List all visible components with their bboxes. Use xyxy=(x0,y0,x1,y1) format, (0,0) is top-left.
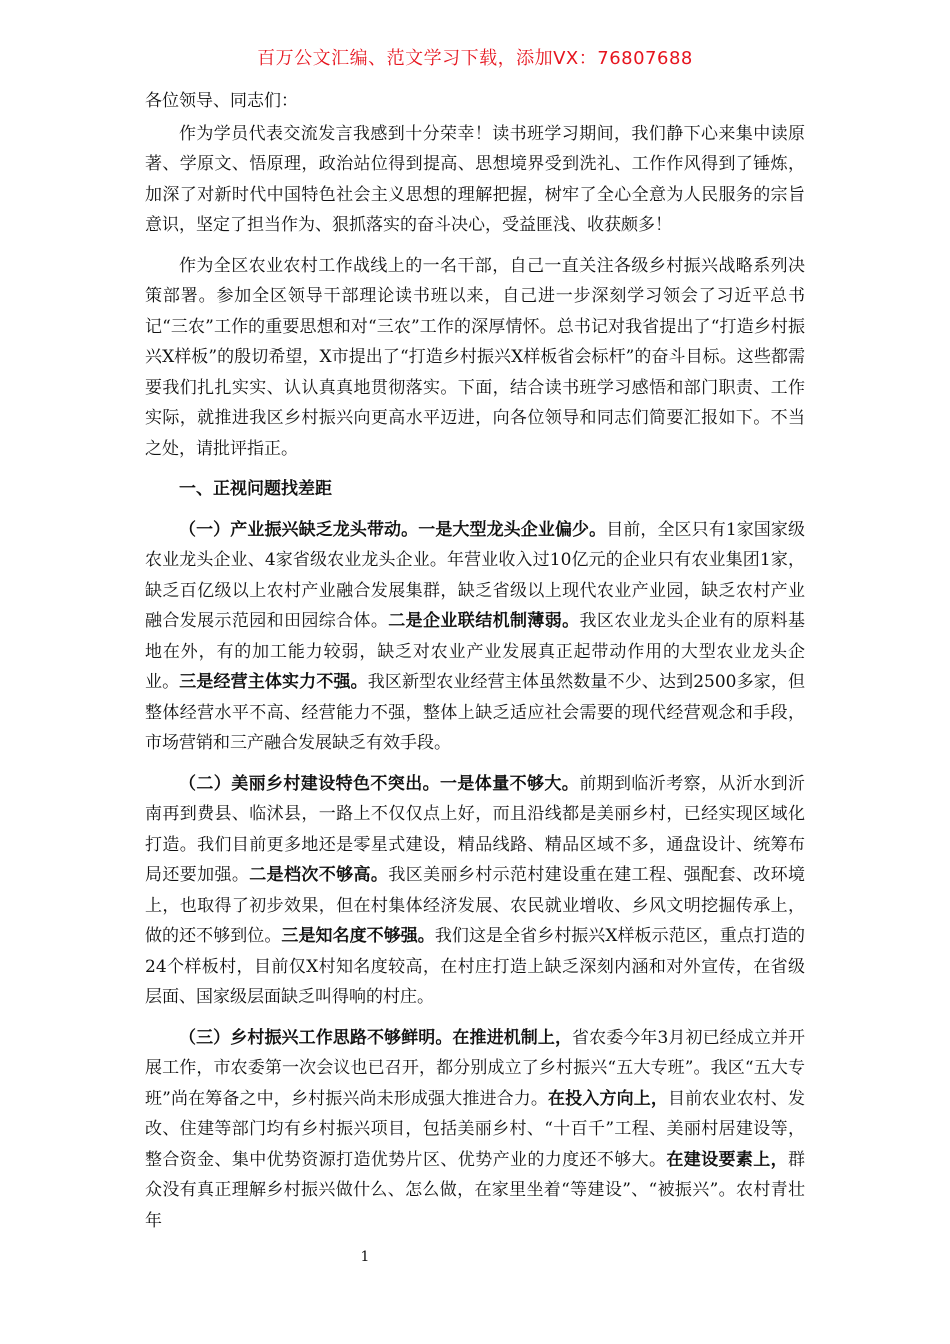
subsection-title: （一）产业振兴缺乏龙头带动。 xyxy=(179,519,419,540)
salutation: 各位领导、同志们： xyxy=(145,91,298,111)
paragraph-approach xyxy=(145,1023,805,1237)
document-body xyxy=(145,86,805,1246)
section-heading: 一、正视问题找差距 xyxy=(179,479,332,499)
paragraph-industry xyxy=(145,515,805,759)
page-number: 1 xyxy=(360,1249,370,1265)
point-text: 目前农业农村、发改、住建等部门均有乡村振兴项目，包括美丽乡村、“十百千”工程、美丽村居建设等，整合资金、集中优势资源打造优势片区、优势产业的力度还不够大。 xyxy=(145,1088,806,1170)
point-text: 群众没有真正理解乡村振兴做什么、怎么做，在家里坐着“等建设”、“被振兴”。农村青壮年 xyxy=(145,1149,806,1231)
point-text: 前期到临沂考察，从沂水到沂南再到费县、临沭县，一路上不仅仅点上好，而且沿线都是美丽乡村，已经实现区域化打造。我们目前更多地还是零星式建设，精品线路、精品区域不多，通盘设计、统筹布局还要加强。 xyxy=(145,773,806,885)
subsection-title: （三）乡村振兴工作思路不够鲜明。 xyxy=(179,1027,453,1048)
header-banner: 百万公文汇编、范文学习下载，添加VX：76807688 xyxy=(257,48,693,69)
point-title: 二是档次不够高。 xyxy=(249,865,389,885)
point-text: 我区美丽乡村示范村建设重在建工程、强配套、改环境上，也取得了初步效果，但在村集体经济发展、农民就业增收、乡风文明挖掘传承上，做的还不够到位。 xyxy=(145,865,806,946)
paragraph-background: 作为全区农业农村工作战线上的一名干部，自己一直关注各级乡村振兴战略系列决策部署。参加全区领导干部理论读书班以来，自己进一步深刻学习领会了习近平总书记“三农”工作的重要思想和对“三农”工作的深厚情怀。总书记对我省提出了“打造乡村振兴X样板”的殷切希望，X市提出了“打造乡村振兴X样板省会标杆”的奋斗目标。这些都需要我们扎扎实实、认认真真地贯彻落实。下面，结合读书班学习感悟和部门职责、工作实际，就推进我区乡村振兴向更高水平迈进，向各位领导和同志们简要汇报如下。不当之处，请批评指正。 xyxy=(145,255,805,459)
point-title: 二是企业联结机制薄弱。 xyxy=(388,611,580,631)
point-title: 在投入方向上， xyxy=(548,1088,669,1109)
paragraph-intro: 作为学员代表交流发言我感到十分荣幸！读书班学习期间，我们静下心来集中读原著、学原文、悟原理，政治站位得到提高、思想境界受到洗礼、工作作风得到了锤炼，加深了对新时代中国特色社会主义思想的理解把握，树牢了全心全意为人民服务的宗旨意识，坚定了担当作为、狠抓落实的奋斗决心，受益匪浅、收获颇多！ xyxy=(145,123,805,235)
point-title: 三是知名度不够强。 xyxy=(281,926,435,946)
point-title: 在推进机制上， xyxy=(452,1027,573,1048)
point-title: 一是体量不够大。 xyxy=(440,773,580,794)
point-text: 我们这是全省乡村振兴X样板示范区，重点打造的24个样板村，目前仅X村知名度较高，在村庄打造上缺乏深刻内涵和对外宣传，在省级层面、国家级层面缺乏叫得响的村庄。 xyxy=(145,926,806,1007)
point-title: 在建设要素上， xyxy=(666,1149,789,1170)
paragraph-village xyxy=(145,769,805,1013)
point-text: 我区新型农业经营主体虽然数量不少、达到2500多家，但整体经营水平不高、经营能力不强，整体上缺乏适应社会需要的现代经营观念和手段，市场营销和三产融合发展缺乏有效手段。 xyxy=(145,672,806,753)
point-text: 我区农业龙头企业有的原料基地在外，有的加工能力较弱，缺乏对农业产业发展真正起带动作用的大型农业龙头企业。 xyxy=(145,611,806,692)
point-title: 一是大型龙头企业偏少。 xyxy=(418,519,607,540)
subsection-title: （二）美丽乡村建设特色不突出。 xyxy=(179,773,440,794)
point-title: 三是经营主体实力不强。 xyxy=(179,672,368,692)
point-text: 省农委今年3月初已经成立并开展工作，市农委第一次会议也已召开，都分别成立了乡村振兴“五大专班”。我区“五大专班”尚在筹备之中，乡村振兴尚未形成强大推进合力。 xyxy=(145,1027,806,1109)
point-text: 目前，全区只有1家国家级农业龙头企业、4家省级农业龙头企业。年营业收入过10亿元的企业只有农业集团1家，缺乏百亿级以上农村产业融合发展集群，缺乏省级以上现代农业产业园，缺乏农村产业融合发展示范园和田园综合体。 xyxy=(145,519,805,631)
